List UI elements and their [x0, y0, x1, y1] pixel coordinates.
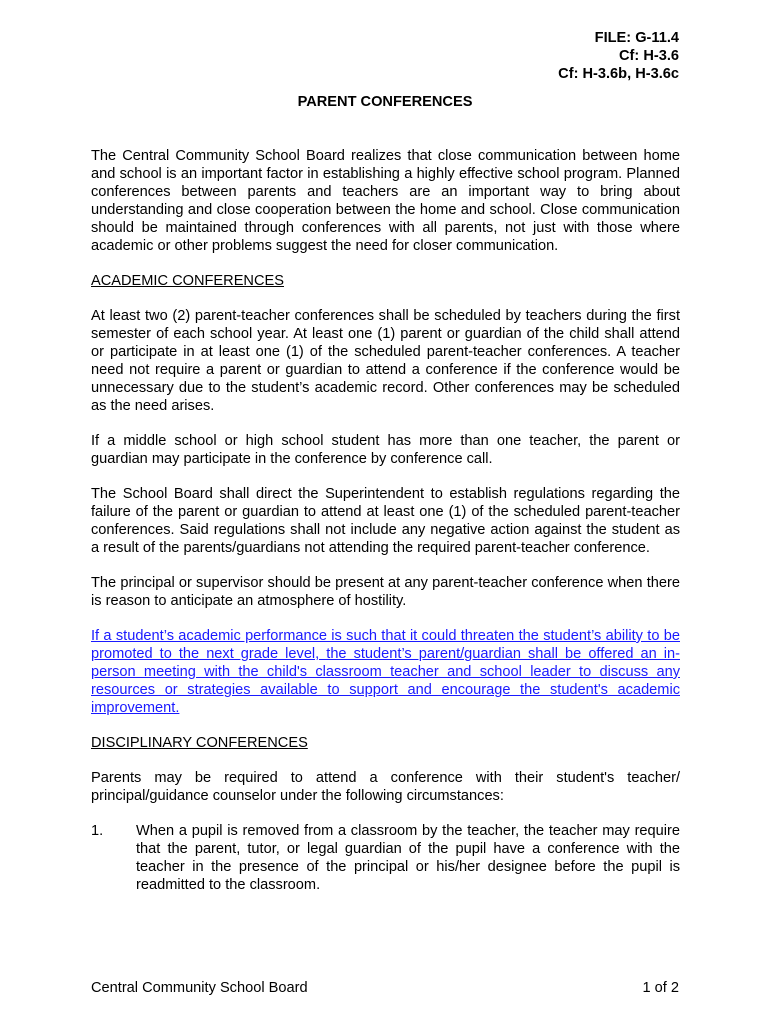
disciplinary-conferences-heading: DISCIPLINARY CONFERENCES [91, 735, 308, 751]
cross-reference-2: Cf: H-3.6b, H-3.6c [558, 66, 679, 82]
cross-reference-1: Cf: H-3.6 [619, 48, 679, 64]
file-reference-block [558, 29, 679, 83]
academic-paragraph-4: The principal or supervisor should be present at any parent-teacher conference when there is reason to anticipate an atmosphere of hostility. [91, 575, 680, 609]
page-title: PARENT CONFERENCES [297, 94, 473, 110]
academic-paragraph-3: The School Board shall direct the Superintendent to establish regulations regarding the failure of the parent or guardian to attend at least one (1) of the scheduled parent-teacher conferences. Said regulations shall not include any negative action against the student as a result of the parents/guardians not attending the required parent-teacher conference. [91, 486, 680, 556]
list-item-text: When a pupil is removed from a classroom by the teacher, the teacher may require that the parent, tutor, or legal guardian of the pupil have a conference with the teacher in the presence of the principal or his/her designee before the pupil is readmitted to the classroom. [136, 823, 680, 893]
document-body [91, 147, 680, 894]
footer-organization: Central Community School Board [91, 980, 308, 996]
academic-paragraph-1: At least two (2) parent-teacher conferences shall be scheduled by teachers during the first semester of each school year. At least one (1) parent or guardian of the child shall attend or participate in at least one (1) of the scheduled parent-teacher conferences. A teacher need not require a parent or guardian to attend a conference if the conference would be unnecessary due to the student’s academic record. Other conferences may be scheduled as the need arises. [91, 308, 680, 414]
disciplinary-intro-paragraph: Parents may be required to attend a conference with their student's teacher/ principal/guidance counselor under the following circumstances: [91, 770, 680, 804]
academic-paragraph-2: If a middle school or high school student has more than one teacher, the parent or guardian may participate in the conference by conference call. [91, 433, 680, 467]
list-item-number: 1. [91, 823, 104, 839]
file-code: FILE: G-11.4 [594, 30, 679, 46]
academic-conferences-heading: ACADEMIC CONFERENCES [91, 273, 284, 289]
academic-paragraph-revised: If a student’s academic performance is such that it could threaten the student’s ability to be promoted to the next grade level, the student’s parent/guardian shall be offered an in-person meeting with the child's classroom teacher and school leader to discuss any resources or strategies available to support and encourage the student's academic improvement. [91, 628, 680, 716]
intro-paragraph: The Central Community School Board realizes that close communication between home and school is an important factor in establishing a highly effective school program. Planned conferences between parents and teachers are an important way to bring about understanding and close cooperation between the home and school. Close communication should be maintained through conferences with all parents, not just with those where academic or other problems suggest the need for closer communication. [91, 148, 680, 254]
footer-page-number: 1 of 2 [642, 980, 679, 996]
list-item [91, 822, 680, 894]
